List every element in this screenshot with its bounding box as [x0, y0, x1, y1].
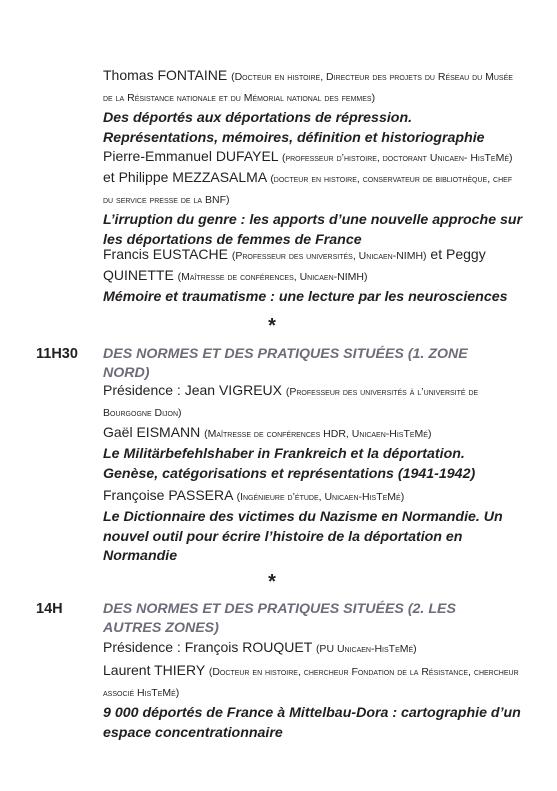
- session-time: 11H30: [36, 346, 78, 362]
- speaker-connector: et: [430, 246, 443, 262]
- speaker-affiliation: (Docteur en histoire, chercheur Fondation de la Résistance, chercheur associé HisTeMé): [103, 666, 519, 699]
- talk-thiery: [103, 661, 523, 743]
- talk-title: Le Militärbefehlshaber in Frankreich et la déportation. Genèse, catégorisations et représentations (1941-1942): [103, 446, 476, 482]
- talk-title: Mémoire et traumatisme : une lecture par les neurosciences: [103, 289, 508, 305]
- session-title: DES NORMES ET DES PRATIQUES SITUÉES (2. LES AUTRES ZONES): [103, 601, 456, 636]
- separator-asterisk: *: [268, 315, 276, 337]
- talk-title: 9 000 déportés de France à Mittelbau-Dora : cartographie d’un espace concentrationnaire: [103, 705, 521, 741]
- session-time: 14H: [36, 601, 63, 617]
- presidence-affiliation: (PU Unicaen-HisTeMé): [315, 643, 417, 655]
- speaker-name: Françoise PASSERA: [103, 487, 233, 503]
- speaker-name: Pierre-Emmanuel DUFAYEL: [103, 148, 279, 164]
- speaker-name-2: Peggy QUINETTE: [103, 246, 486, 283]
- presidence-name: Jean VIGREUX: [184, 382, 282, 398]
- speaker-affiliation: (Professeur des universités, Unicaen-NIMH): [231, 250, 427, 262]
- speaker-name: Laurent THIERY: [103, 662, 205, 678]
- speaker-affiliation: (Maîtresse de conférences HDR, Unicaen-HisTeMé): [204, 428, 432, 440]
- session-title: DES NORMES ET DES PRATIQUES SITUÉES (1. ZONE NORD): [103, 346, 468, 381]
- talk-fontaine: [103, 66, 523, 148]
- speaker-name: Gaël EISMANN: [103, 424, 201, 440]
- session-presidence: [103, 638, 523, 659]
- talk-dufayel-mezzasalma: [103, 147, 523, 250]
- presidence-name: François ROUQUET: [184, 639, 313, 655]
- speaker-affiliation-2: (Maîtresse de conférences, Unicaen-NIMH): [177, 271, 368, 283]
- talk-eustache-quinette: [103, 245, 523, 308]
- speaker-name: Thomas FONTAINE: [103, 67, 228, 83]
- separator-asterisk: *: [268, 571, 276, 593]
- presidence-affiliation: (Professeur des universités à l’université de Bourgogne Dijon): [103, 386, 479, 419]
- talk-title: L’irruption du genre : les apports d’une nouvelle approche sur les déportations de femmes de France: [103, 212, 523, 248]
- presidence-label: Présidence :: [103, 639, 181, 655]
- talk-title: Des déportés aux déportations de répression. Représentations, mémoires, définition et historiographie: [103, 110, 485, 146]
- talk-passera: [103, 486, 523, 567]
- talk-eismann: [103, 423, 523, 484]
- speaker-name-2: Philippe MEZZASALMA: [118, 169, 267, 185]
- speaker-affiliation: (professeur d’histoire, doctorant Unicaen- HisTeMé): [281, 152, 513, 164]
- talk-title: Le Dictionnaire des victimes du Nazisme en Normandie. Un nouvel outil pour écrire l’histoire de la déportation en Normandie: [103, 509, 503, 564]
- speaker-affiliation: (Docteur en histoire, Directeur des projets du Réseau du Musée de la Résistance nationale et du Mémorial national des femmes): [103, 71, 513, 104]
- speaker-affiliation-2: (docteur en histoire, conservateur de bibliothèque, chef du service presse de la BNF): [103, 173, 513, 206]
- speaker-name: Francis EUSTACHE: [103, 246, 228, 262]
- presidence-label: Présidence :: [103, 382, 181, 398]
- speaker-affiliation: (Ingénieure d’étude, Unicaen-HisTeMé): [236, 491, 405, 503]
- speaker-connector: et: [103, 169, 115, 185]
- session-presidence: [103, 381, 523, 423]
